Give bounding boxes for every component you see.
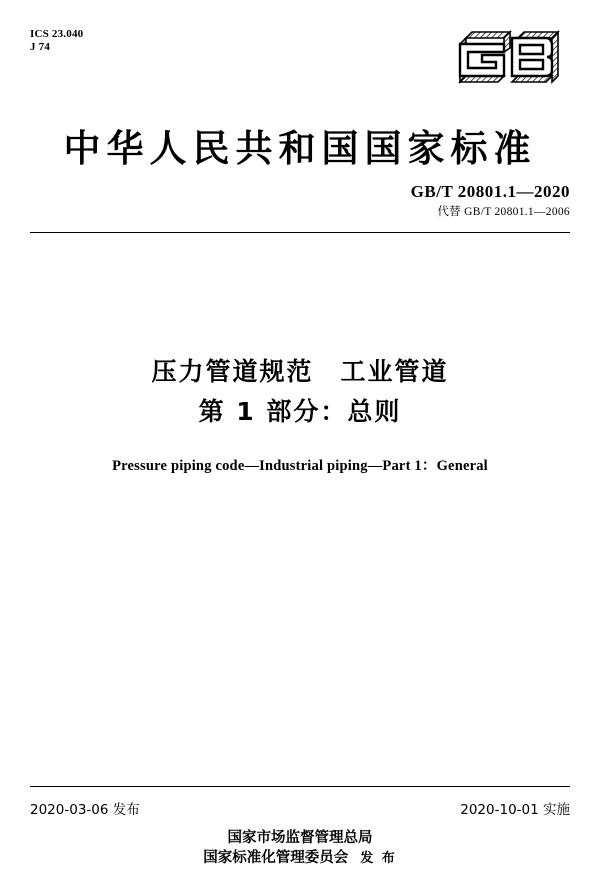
document-title-english: Pressure piping code—Industrial piping—Part 1：General [112,458,488,474]
issuer-line2: 国家标准化管理委员会 [203,850,349,866]
gb-logo-icon [452,26,572,92]
document-title-line2: 第 1 部分：总则 [198,397,402,426]
national-standard-title: 中华人民共和国国家标准 [63,127,537,170]
effective-date: 2020-10-01 实施 [460,802,570,818]
document-title-line1: 压力管道规范 工业管道 [151,357,449,386]
standard-number: GB/T 20801.1—2020 [410,182,570,201]
publish-label: 发 布 [360,851,397,866]
divider-top [30,232,570,233]
issuer-block [0,828,600,869]
document-title-block [0,352,600,475]
standard-number-block [411,182,570,220]
dates-row [30,798,570,818]
issuer-line1: 国家市场监督管理总局 [227,830,373,846]
classification-codes [30,28,83,54]
standard-replaces: 代替 GB/T 20801.1—2006 [437,206,570,218]
china-classification-code: J 74 [30,41,51,53]
divider-bottom [30,786,570,787]
issue-date: 2020-03-06 发布 [30,802,140,818]
ics-code: ICS 23.040 [30,28,84,40]
